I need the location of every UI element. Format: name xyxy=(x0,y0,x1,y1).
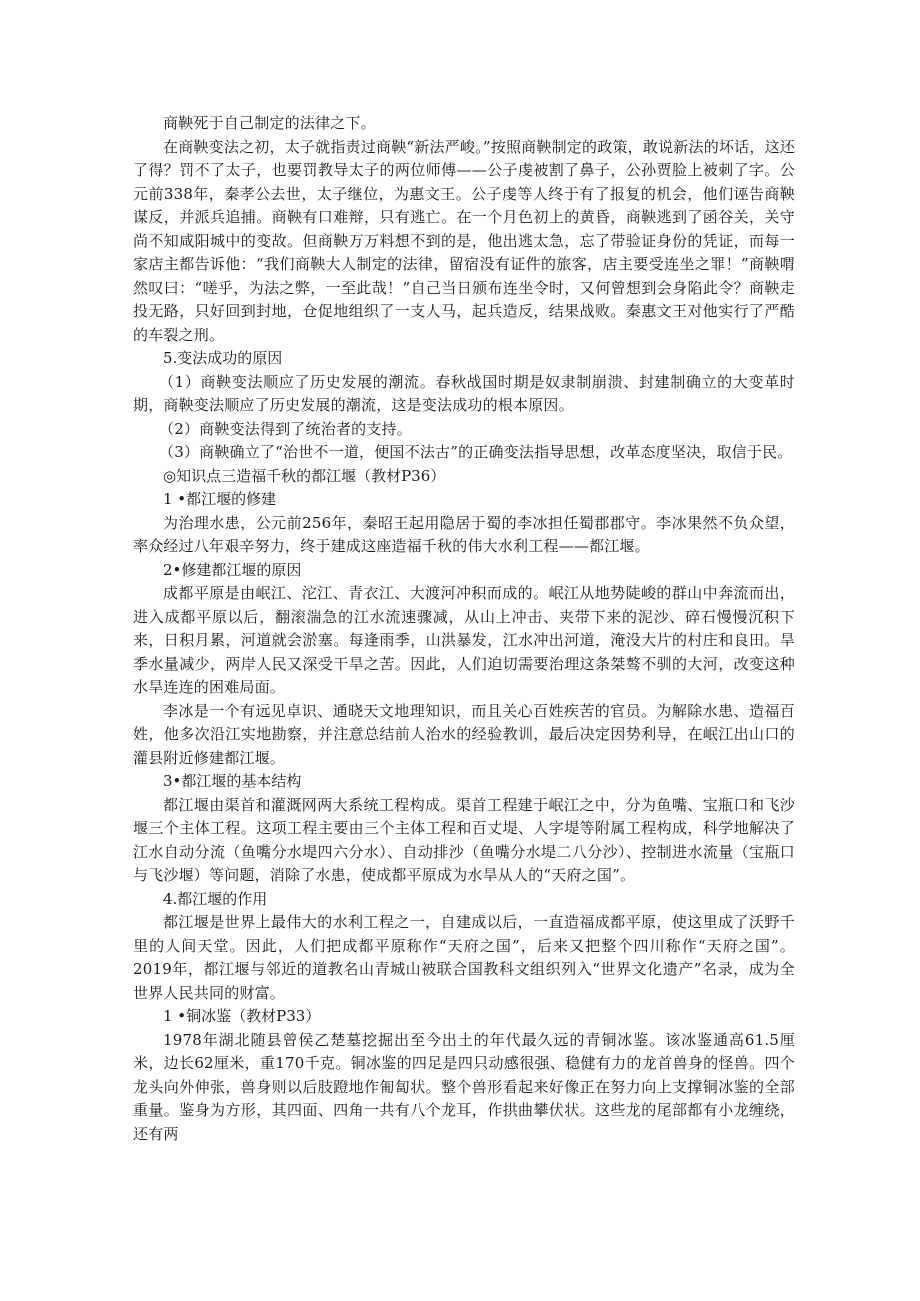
document-page xyxy=(133,112,795,1146)
subheading-bronze-ice-box: 1 •铜冰鉴（教材P33） xyxy=(163,1007,321,1025)
paragraph-reason-b: 李冰是一个有远见卓识、通晓天文地理知识，而且关心百姓疾苦的官员。为解除水患、造福百姓，他多次沿江实地勘察，并注意总结前人治水的经验教训，最后决定因势利导，在岷江出山口的灌县附近修建都江堰。 xyxy=(133,701,795,767)
paragraph-reason-a: 成都平原是由岷江、沱江、青衣江、大渡河冲积而成的。岷江从地势陡峻的群山中奔流而出，进入成都平原以后，翻滚湍急的江水流速骤减，从山上冲击、夹带下来的泥沙、碎石慢慢沉积下来，日积月累，河道就会淤塞。每逢雨季，山洪暴发，江水冲出河道，淹没大片的村庄和良田。旱季水量减少，两岸人民又深受干旱之苦。因此，人们迫切需要治理这条桀骜不驯的大河，改变这种水旱连连的困难局面。 xyxy=(133,584,795,696)
paragraph-bronze-ice-box: 1978年湖北随县曾侯乙楚墓挖掘出至今出土的年代最久远的青铜冰鉴。该冰鉴通高61.5厘米，边长62厘米，重170千克。铜冰鉴的四足是四只动感很强、稳健有力的龙首兽身的怪兽。四个龙头向外伸张，兽身则以后肢蹬地作匍匐状。整个兽形看起来好像正在努力向上支撑铜冰鉴的全部重量。鉴身为方形，其四面、四角一共有八个龙耳，作拱曲攀伏状。这些龙的尾部都有小龙缠绕，还有两 xyxy=(133,1030,795,1143)
subheading-3: 3•都江堰的基本结构 xyxy=(163,772,302,790)
paragraph-structure: 都江堰由渠首和灌溉网两大系统工程构成。渠首工程建于岷江之中，分为鱼嘴、宝瓶口和飞沙堰三个主体工程。这项工程主要由三个主体工程和百丈堤、人字堤等附属工程构成，科学地解决了江水自动分流（鱼嘴分水堤四六分水）、自动排沙（鱼嘴分水堤二八分沙）、控制进水流量（宝瓶口与飞沙堰）等问题，消除了水患，使成都平原成为水旱从人的“天府之国”。 xyxy=(133,795,795,884)
knowledge-point-3-heading: ◎知识点三造福千秋的都江堰（教材P36） xyxy=(163,466,446,485)
subheading-2: 2•修建都江堰的原因 xyxy=(163,560,302,579)
reason-3: （3）商鞅确立了“治世不一道，便国不法古”的正确变法指导思想，改革态度坚决，取信于民。 xyxy=(159,443,793,461)
paragraph-construction: 为治理水患，公元前256年，秦昭王起用隐居于蜀的李冰担任蜀郡郡守。李冰果然不负众望，率众经过八年艰辛努力，终于建成这座造福千秋的伟大水利工程——都江堰。 xyxy=(133,513,795,555)
paragraph-function: 都江堰是世界上最伟大的水利工程之一，自建成以后，一直造福成都平原，使这里成了沃野千里的人间天堂。因此，人们把成都平原称作“天府之国”，后来又把整个四川称作“天府之国”。2019年，都江堰与邻近的道教名山青城山被联合国教科文组织列入“世界文化遗产”名录，成为全世界人民共同的财富。 xyxy=(133,913,795,1002)
section-heading-5: 5.变法成功的原因 xyxy=(163,349,283,367)
subheading-4: 4.都江堰的作用 xyxy=(163,889,268,908)
reason-2: （2）商鞅变法得到了统治者的支持。 xyxy=(159,419,412,438)
reason-1: （1）商鞅变法顺应了历史发展的潮流。春秋战国时期是奴隶制崩溃、封建制确立的大变革时期，商鞅变法顺应了历史发展的潮流，这是变法成功的根本原因。 xyxy=(133,372,795,414)
paragraph-2: 在商鞅变法之初，太子就指责过商鞅“新法严峻。”按照商鞅制定的政策，敢说新法的坏话，这还了得？罚不了太子，也要罚教导太子的两位师傅——公子虔被割了鼻子，公孙贾脸上被刺了字。公元前338年，秦孝公去世，太子继位，为惠文王。公子虔等人终于有了报复的机会，他们诬告商鞅谋反，并派兵追捕。商鞅有口难辩，只有逃亡。在一个月色初上的黄昏，商鞅逃到了函谷关，关守尚不知咸阳城中的变故。但商鞅万万料想不到的是，他出逃太急，忘了带验证身份的凭证，而每一家店主都告诉他：“我们商鞅大人制定的法律，留宿没有证件的旅客，店主要受连坐之罪！”商鞅喟然叹曰：“嗟乎，为法之弊，一至此哉！”自己当日颁布连坐令时，又何曾想到会身陷此令？商鞅走投无路，只好回到封地，仓促地组织了一支人马，起兵造反，结果战败。秦惠文王对他实行了严酷的车裂之刑。 xyxy=(133,137,795,344)
subheading-1: 1 •都江堰的修建 xyxy=(163,490,277,508)
paragraph-1: 商鞅死于自己制定的法律之下。 xyxy=(163,114,376,132)
